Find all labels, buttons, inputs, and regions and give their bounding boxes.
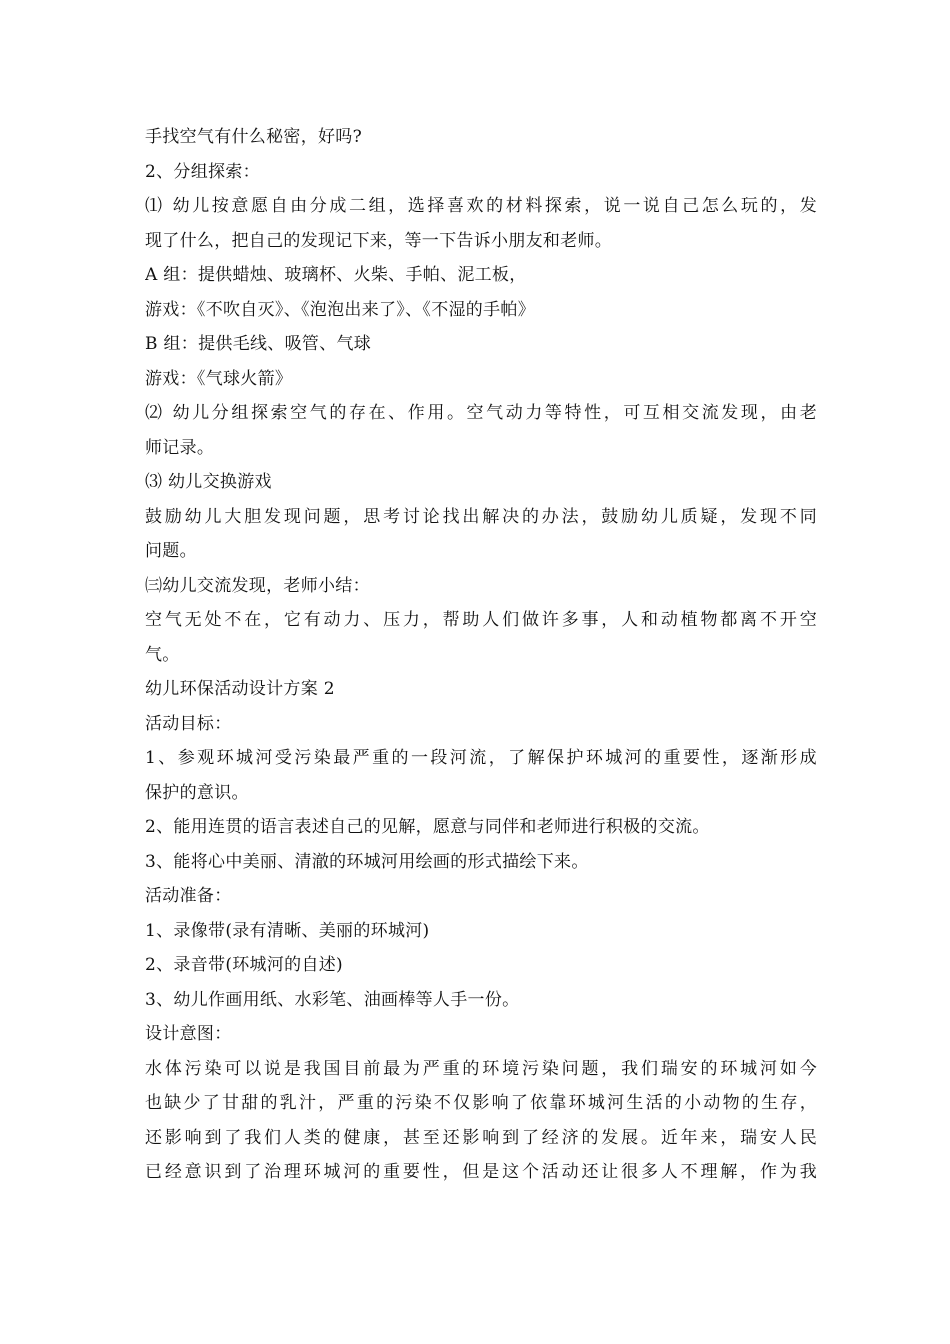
text-line: 活动目标：	[145, 713, 232, 734]
text-line: ⑵ 幼儿分组探索空气的存在、作用。空气动力等特性，可互相交流发现，由老	[145, 403, 817, 423]
text-line: 还影响到了我们人类的健康，甚至还影响到了经济的发展。近年来，瑞安人民	[145, 1127, 817, 1148]
text-line: A 组：提供蜡烛、玻璃杯、火柴、手帕、泥工板，	[145, 265, 527, 285]
text-line: 1、录像带(录有清晰、美丽的环城河)	[145, 920, 430, 941]
text-line: 1、参观环城河受污染最严重的一段河流，了解保护环城河的重要性，逐渐形成	[145, 748, 817, 768]
text-line: 2、能用连贯的语言表述自己的见解，愿意与同伴和老师进行积极的交流。	[145, 817, 710, 837]
text-line: 师记录。	[145, 437, 215, 458]
text-line: ⑶ 幼儿交换游戏	[145, 472, 272, 492]
text-line: 游戏：《气球火箭》	[145, 368, 293, 389]
text-line: 3、幼儿作画用纸、水彩笔、油画棒等人手一份。	[145, 989, 520, 1010]
document-body	[145, 120, 817, 1190]
text-line: 2、分组探索：	[145, 161, 260, 182]
text-line: 鼓励幼儿大胆发现问题，思考讨论找出解决的办法，鼓励幼儿质疑，发现不同	[145, 506, 817, 527]
text-line: 也缺少了甘甜的乳汁，严重的污染不仅影响了依靠环城河生活的小动物的生存，	[145, 1093, 817, 1113]
text-line: 游戏：《不吹自灭》、《泡泡出来了》、《不湿的手帕》	[145, 299, 535, 320]
text-line: 水体污染可以说是我国目前最为严重的环境污染问题，我们瑞安的环城河如今	[145, 1058, 817, 1079]
text-line: 活动准备：	[145, 886, 232, 906]
text-line: 问题。	[145, 541, 197, 561]
text-line: 幼儿环保活动设计方案 2	[145, 679, 335, 699]
text-line: 设计意图：	[145, 1024, 232, 1044]
text-line: B 组：提供毛线、吸管、气球	[145, 334, 372, 354]
text-line: 手找空气有什么秘密，好吗?	[145, 127, 363, 147]
text-line: ⑴ 幼儿按意愿自由分成二组，选择喜欢的材料探索，说一说自己怎么玩的，发	[145, 196, 817, 216]
text-line: 2、录音带(环城河的自述)	[145, 955, 343, 975]
text-line: 空气无处不在，它有动力、压力，帮助人们做许多事，人和动植物都离不开空	[145, 610, 817, 630]
text-line: 已经意识到了治理环城河的重要性，但是这个活动还让很多人不理解，作为我	[145, 1162, 817, 1182]
text-line: 气。	[145, 644, 180, 665]
text-line: 3、能将心中美丽、清澈的环城河用绘画的形式描绘下来。	[145, 851, 589, 872]
text-line: 现了什么，把自己的发现记下来，等一下告诉小朋友和老师。	[145, 230, 613, 251]
text-line: 保护的意识。	[145, 782, 249, 803]
text-line: ㈢幼儿交流发现，老师小结：	[145, 575, 370, 596]
